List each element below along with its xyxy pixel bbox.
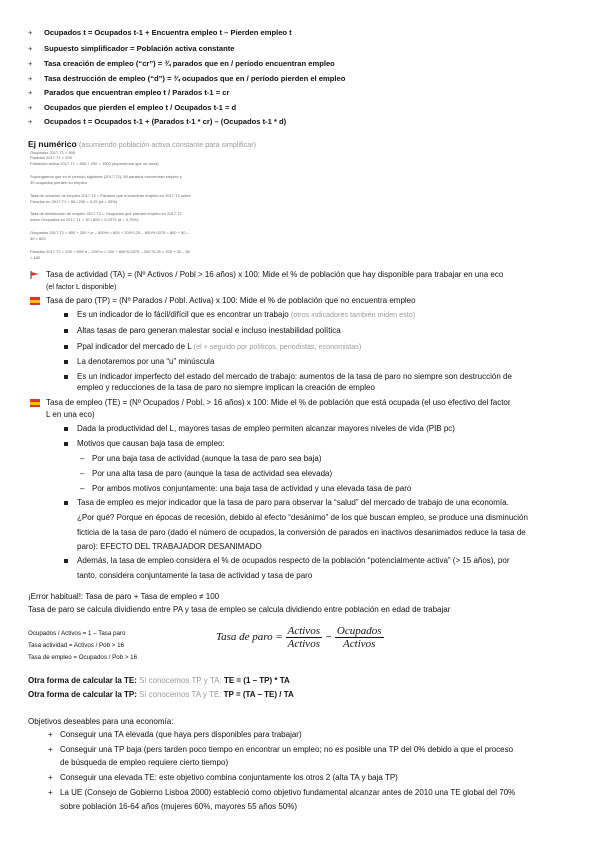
numeric-line: Supongamos que en el periodo siguiente (2017.T2), 50 parados encuentran empleo y xyxy=(30,174,182,179)
numeric-line: Población activa 2017.T1 = 800 + 200 = 1000 (suponemos que no varía) xyxy=(30,161,159,166)
numeric-line: Tasa de destrucción de empleo 2017.T2 = Ocupados que pierden empleo en 2017.T2 xyxy=(30,211,182,216)
te-bullet-cont: tanto, considera conjuntamente la tasa de actividad y tasa de paro xyxy=(77,571,313,580)
ta-definition: Tasa de actividad (TA) = (Nº Activos / Pobl > 16 años) x 100: Mide el % de población que hay disponible para trabajar en una eco xyxy=(30,270,503,280)
objective-item-cont: de búsqueda de empleo requiere cierto tiempo) xyxy=(60,758,229,767)
numeric-line: sobre Ocupados en 2017.T1 = 30 / 800 = 0,0375 (d = 3,75%) xyxy=(30,217,139,222)
te-sub-bullet: – Por una baja tasa de actividad (aunque la tasa de paro sea baja) xyxy=(80,454,322,463)
te-sub-bullet: – Por ambos motivos conjuntamente: una baja tasa de actividad y una elevada tasa de paro xyxy=(80,484,412,493)
tp-bullet: Altas tasas de paro generan malestar social e incluso inestabilidad política xyxy=(64,325,341,337)
objective-item: + La UE (Consejo de Gobierno Lisboa 2000) estableció como objetivo fundamental alcanzar antes de 2010 una TE global del 70% xyxy=(48,788,516,797)
error-note-detail: Tasa de paro se calcula dividiendo entre PA y tasa de empleo se calcula dividiendo entre población en edad de trabajar xyxy=(28,605,451,614)
numeric-line: 30 = 820 xyxy=(30,236,46,241)
list-item: + Ocupados t = Ocupados t-1 + (Parados t-1 * cr) – (Ocupados t-1 * d) xyxy=(28,117,287,126)
tp-bullet: Es un indicador de lo fácil/difícil que es encontrar un trabajo (otros indicadores también miden esto) xyxy=(64,309,415,321)
def-line: Ocupados / Activos = 1 – Tasa paro xyxy=(28,630,126,637)
red-flag-icon xyxy=(30,271,40,279)
list-item: + Parados que encuentran empleo t / Parados t-1 = cr xyxy=(28,88,230,97)
te-bullet: Dada la productividad del L, mayores tasas de empleo permiten alcanzar mayores niveles de vida (PIB pc) xyxy=(64,423,455,435)
alt-tp: Otra forma de calcular la TP: Si conocemos TA y TE: TP = (TA – TE) / TA xyxy=(28,690,294,699)
te-bullet-cont: ¿Por qué? Porque en épocas de recesión, debido al efecto “desánimo” de los que buscan empleo, se produce una disminución xyxy=(77,513,528,522)
tp-definition: Tasa de paro (TP) = (Nº Parados / Pobl. Activa) x 100: Mide el % de población que no encuentra empleo xyxy=(30,296,416,306)
te-bullet-cont: ficticia de la tasa de paro (dado el número de ocupados, la conversión de parados en inactivos desanimados reduce la tasa de xyxy=(77,528,526,537)
numeric-line: Tasa de creación de empleo 2017.T2 = Parados que encuentran empleo en 2017.T2 sobre xyxy=(30,193,191,198)
list-item: + Ocupados t = Ocupados t-1 + Encuentra empleo t – Pierden empleo t xyxy=(28,28,292,37)
te-bullet: Tasa de empleo es mejor indicador que la tasa de paro para observar la “salud” del mercado de trabajo de una economía. xyxy=(64,497,509,509)
numeric-line: Parados en 2017.T1 = 50 / 200 = 0,25 (cr = 25%) xyxy=(30,199,118,204)
numeric-line: = 180 xyxy=(30,255,41,260)
te-sub-bullet: – Por una alta tasa de paro (aunque la tasa de actividad sea elevada) xyxy=(80,469,333,478)
te-definition: Tasa de empleo (TE) = (Nº Ocupados / Pobl. > 16 años) x 100: Mide el % de población que está ocupada (el uso efectivo del factor xyxy=(30,398,511,408)
list-item: + Ocupados que pierden el empleo t / Ocupados t-1 = d xyxy=(28,103,237,112)
objective-item: + Conseguir una TP baja (pers tarden poco tiempo en encontrar un empleo; no es posible una TP del 0% debido a que el proceso xyxy=(48,745,514,754)
te-bullet: Además, la tasa de empleo considera el % de ocupados respecto de la población “potencialmente activa” (> 15 años), por xyxy=(64,555,509,567)
list-item: + Tasa destrucción de empleo (“d”) = ¾ ocupados que en / período pierden el empleo xyxy=(28,74,346,83)
list-item: + Tasa creación de empleo (“cr”) = ¾ parados que en / período encuentran empleo xyxy=(28,59,335,68)
unemployment-formula: Tasa de paro = $\frac{\text{Activos}}{\text{Activos}}$ − $\frac{\text{Ocupados}}{\text{Activos}}$ xyxy=(216,625,382,650)
te-definition-cont: L en una eco) xyxy=(46,410,95,419)
tp-bullet: La denotaremos por una “u” minúscula xyxy=(64,356,214,368)
numeric-line: Ocupados 2017.T1 = 800 xyxy=(30,150,76,155)
flag-icon xyxy=(30,297,40,305)
objective-item: + Conseguir una elevada TE: este objetivo combina conjuntamente los otros 2 (alta TA y baja TP) xyxy=(48,773,398,782)
list-item: + Supuesto simplificador = Población activa constante xyxy=(28,44,235,53)
tp-bullet: Ppal indicador del mercado de L (el + seguido por políticos, periodistas, economistas) xyxy=(64,341,361,353)
tp-bullet-cont: empleo y reducciones de la tasa de paro no siempre implican la creación de empleo xyxy=(77,383,375,392)
numeric-line: Parados 2017.T2 = 200 + 800*d – 200*cr = 200 + 800*0,0375 – 200 *0,25 = 200 + 30 – 50 xyxy=(30,249,190,254)
te-bullet-cont: paro): EFECTO DEL TRABAJADOR DESANIMADO xyxy=(77,542,262,551)
numeric-line: Ocupados 2017.T2 = 800 + 200 * cr – 800*d = 800 + 200*0,25 – 800*0,0375 = 800 + 50 – xyxy=(30,230,189,235)
error-note: ¡Error habitual!: Tasa de paro + Tasa de empleo ≠ 100 xyxy=(28,592,220,601)
tp-bullet: Es un indicador imperfecto del estado del mercado de trabajo: aumentos de la tasa de paro no siempre son destrucción de xyxy=(64,371,512,383)
alt-te: Otra forma de calcular la TE: Si conocemos TP y TA: TE = (1 – TP) * TA xyxy=(28,676,290,685)
def-line: Tasa actividad = Activos / Pob > 16 xyxy=(28,642,124,649)
objective-item-cont: sobre población 16-64 años (mujeres 60%, mayores 55 años 50%) xyxy=(60,802,298,811)
numeric-line: 30 ocupados pierden su empleo xyxy=(30,180,87,185)
def-line: Tasa de empleo = Ocupados / Pob > 16 xyxy=(28,654,138,661)
objective-item: + Conseguir una TA elevada (que haya pers disponibles para trabajar) xyxy=(48,730,302,739)
ta-definition-cont: (el factor L disponible) xyxy=(46,282,117,291)
objectives-title: Objetivos deseables para una economía: xyxy=(28,717,174,726)
numeric-example-title: Ej numérico (asumiendo población activa constante para simplificar) xyxy=(28,139,257,149)
te-bullet: Motivos que causan baja tasa de empleo: xyxy=(64,438,225,450)
numeric-line: Parados 2017.T1 = 200 xyxy=(30,155,72,160)
flag-icon xyxy=(30,399,40,407)
